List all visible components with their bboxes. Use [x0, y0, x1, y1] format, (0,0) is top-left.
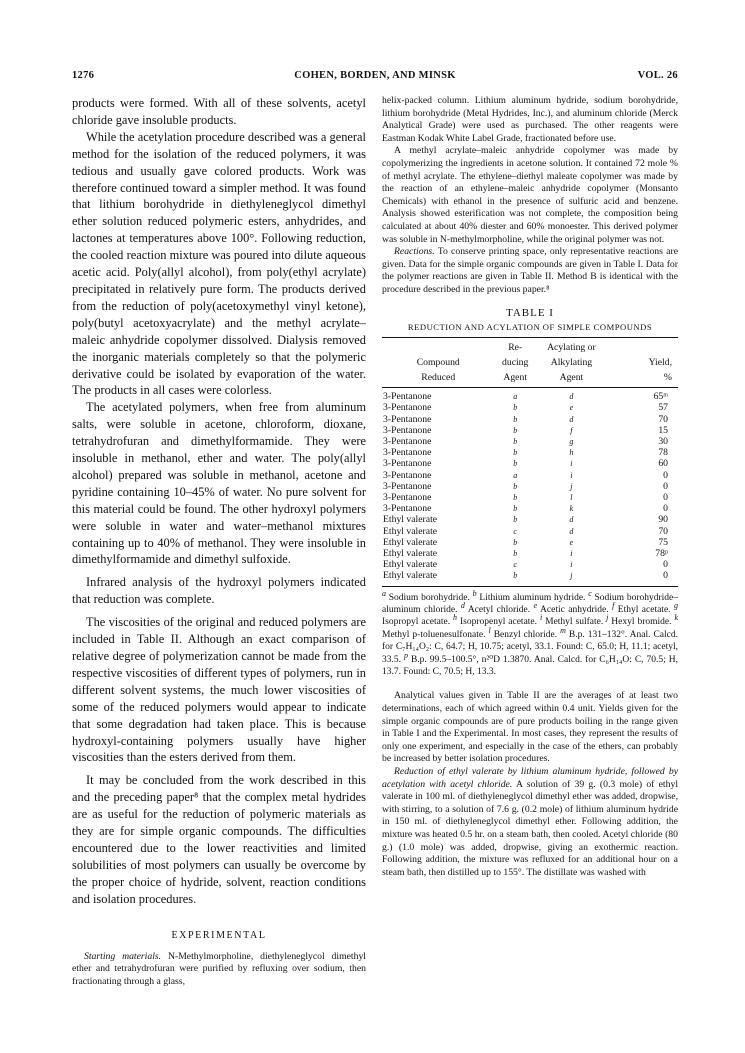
- compound-cell: Ethyl valerate: [383, 536, 438, 548]
- paragraph-body: N-Methylmorpholine, diethyleneglycol dimethyl ether and tetrahydrofuran were purified by refluxing over sodium, then fractionating through a glass,: [72, 950, 366, 987]
- reducing-agent-cell: a: [513, 470, 518, 480]
- table-row: [382, 458, 678, 469]
- compound-cell: 3-Pentanone: [383, 469, 432, 481]
- acylating-agent-cell: g: [569, 436, 574, 446]
- paragraph: Infrared analysis of the hydroxyl polymers indicated that reduction was complete.: [72, 575, 366, 607]
- table-header: Agent: [494, 370, 535, 388]
- footnote-text: Isopropyl acetate.: [382, 617, 454, 628]
- left-column: [72, 95, 366, 988]
- table-row: [382, 492, 678, 503]
- reducing-agent-cell: b: [513, 403, 518, 413]
- compound-cell: 3-Pentanone: [383, 491, 432, 503]
- footnote-text: Acetic anhydride.: [537, 604, 613, 615]
- reducing-agent-cell: b: [513, 481, 518, 491]
- footnote-key: a: [382, 588, 386, 598]
- yield-cell: 15: [658, 424, 668, 436]
- table-header: %: [607, 370, 678, 388]
- paragraph-body: To conserve printing space, only representative reactions are given. Data for the simple organic compounds are given in Table I. Data for the polymer reactions are given in Table II. Method B is identical with the procedure described in the previous paper.⁸: [382, 246, 678, 295]
- acylating-agent-cell: k: [569, 504, 574, 514]
- author-line: COHEN, BORDEN, AND MINSK: [294, 70, 456, 81]
- compound-cell: 3-Pentanone: [383, 435, 432, 447]
- compound-cell: 3-Pentanone: [383, 424, 432, 436]
- footnote-key: d: [460, 600, 465, 610]
- table-row: [382, 470, 678, 481]
- reducing-agent-cell: b: [494, 570, 535, 586]
- footnote-key: e: [533, 600, 538, 610]
- compound-cell: Ethyl valerate: [383, 547, 438, 559]
- reducing-agent-cell: b: [513, 436, 518, 446]
- reducing-agent-cell: b: [513, 537, 518, 547]
- yield-cell: 60: [658, 458, 668, 470]
- yield-cell: 75: [658, 536, 668, 548]
- footnote-key: p: [403, 650, 408, 660]
- reducing-agent-cell: c: [513, 526, 517, 536]
- acylating-agent-cell: j: [570, 481, 573, 491]
- compound-cell: Ethyl valerate: [383, 559, 438, 571]
- reducing-agent-cell: b: [513, 459, 518, 469]
- table-row: [382, 548, 678, 559]
- footnote-text: Isopropenyl acetate.: [457, 617, 540, 628]
- footnote-key: l: [488, 625, 491, 635]
- acylating-agent-cell: i: [570, 459, 573, 469]
- acylating-agent-cell: i: [570, 470, 573, 480]
- table-header: Yield,: [648, 356, 672, 368]
- reducing-agent-cell: a: [513, 392, 518, 402]
- section-heading: EXPERIMENTAL: [171, 929, 267, 941]
- table-header: [382, 337, 494, 355]
- table-footnotes: [382, 588, 679, 679]
- footnote-text: Sodium borohydride.: [386, 592, 473, 603]
- yield-cell: 0: [663, 503, 668, 515]
- table-row: [382, 570, 678, 586]
- compound-cell: 3-Pentanone: [383, 413, 432, 425]
- acylating-agent-cell: i: [570, 560, 573, 570]
- acylating-agent-cell: j: [536, 570, 607, 586]
- footnote-text: Hexyl bromide.: [608, 617, 675, 628]
- reducing-agent-cell: b: [513, 548, 518, 558]
- reducing-agent-cell: c: [513, 560, 517, 570]
- table-header: Compound: [416, 356, 460, 368]
- running-head: [72, 70, 678, 86]
- reducing-agent-cell: b: [513, 515, 518, 525]
- paragraph: products were formed. With all of these solvents, acetyl chloride gave insoluble products.: [72, 96, 366, 127]
- reducing-agent-cell: b: [513, 492, 518, 502]
- table-header: Agent: [536, 370, 607, 388]
- table-header: Acylating or: [536, 337, 607, 355]
- table-row: [382, 481, 678, 492]
- paragraph: Analytical values given in Table II are the averages of at least two determinations, each of which agreed within 0.4 unit. Yields given for the simple organic compounds are of pure products boiling in the range given in Table I and the Experimental. In most cases, they represent the results of only one experiment, and especially in the case of the ethers, can probably be increased by better isolation procedures.: [382, 690, 678, 765]
- paragraph: [382, 766, 678, 879]
- table-row: [382, 537, 678, 548]
- table-row: [382, 436, 678, 447]
- footnote-key: g: [673, 600, 678, 610]
- acylating-agent-cell: i: [570, 548, 573, 558]
- acylating-agent-cell: e: [569, 403, 574, 413]
- table-header: [607, 337, 678, 355]
- table-row: [382, 503, 678, 514]
- acylating-agent-cell: d: [569, 526, 574, 536]
- yield-cell: 70: [658, 413, 668, 425]
- table-header: Re-: [494, 337, 535, 355]
- acylating-agent-cell: d: [569, 414, 574, 424]
- paragraph-lead: Reactions.: [394, 246, 435, 258]
- acylating-agent-cell: e: [569, 537, 574, 547]
- paragraph: [72, 951, 366, 989]
- table-row: [382, 425, 678, 436]
- table-body: [382, 388, 678, 586]
- table-row: [382, 559, 678, 570]
- acylating-agent-cell: h: [569, 448, 574, 458]
- table-header: Alkylating: [550, 356, 593, 368]
- yield-cell: 30: [658, 435, 668, 447]
- paragraph: helix-packed column. Lithium aluminum hydride, sodium borohydride, lithium borohydride (Metal Hydrides, Inc.), and aluminum chloride (Merck Analytical Grade) were used as purchased. The other reagents were Eastman Kodak White Label Grade, fractionated before use.: [382, 95, 678, 144]
- yield-cell: 70: [658, 525, 668, 537]
- paragraph: It may be concluded from the work described in this and the preceding paper⁸ that the complex metal hydrides are as useful for the reduction of polymeric materials as they are for simple organic compounds. The difficulties encountered due to the lower reactivities and limited solubilities of most polymers can usually be overcome by the proper choice of hydride, solvent, reaction conditions and isolation procedures.: [72, 773, 366, 906]
- footnote-text: Methyl p-toluenesulfonate.: [382, 629, 489, 640]
- paragraph: [382, 246, 678, 296]
- paragraph-lead: Reduction of ethyl valerate by lithium aluminum hydride, followed by acetylation with acetyl chloride.: [382, 765, 678, 790]
- footnote-text: Sodium borohydride–aluminum chloride.: [382, 592, 679, 615]
- footnote-key: m: [560, 625, 566, 635]
- paragraph: While the acetylation procedure described was a general method for the isolation of the reduced polymers, it was tedious and usually gave colored products. Work was therefore continued toward a simpler method. It was found that lithium borohydride in diethyleneglycol dimethyl ether solution reduced polymeric esters, anhydrides, and lactones at temperatures above 100°. Following reduction, the cooled reaction mixture was poured into dilute aqueous acetic acid. Poly(allyl alcohol), from poly(ethyl acrylate) precipitated in relatively pure form. The products derived from the reduction of poly(acetoxymethyl vinyl ketone), poly(butyl acetoxyacrylate) and the methyl acrylate–maleic anhydride copolymer dissolved. Dialysis removed the inorganic materials completely so that the polymeric derivative could be isolated by evaporation of the water. The products in all cases were colorless.: [72, 129, 366, 398]
- compound-cell: Ethyl valerate: [383, 525, 438, 537]
- table-header: ducing: [502, 356, 529, 368]
- yield-cell: 0: [663, 469, 668, 481]
- table-row: [382, 447, 678, 458]
- yield-cell: 65ᵐ: [653, 391, 668, 403]
- footnote-key: f: [612, 600, 615, 610]
- yield-cell: 90: [658, 514, 668, 526]
- footnote-key: i: [539, 613, 543, 623]
- reducing-agent-cell: b: [513, 425, 518, 435]
- acylating-agent-cell: d: [569, 392, 574, 402]
- table-title: TABLE I: [506, 306, 554, 319]
- page-number: 1276: [72, 70, 95, 81]
- paragraph: The acetylated polymers, when free from aluminum salts, were soluble in acetone, chloroform, dioxane, tetrahydrofuran and dimethylformamide. They were insoluble in methanol, ether and water. The poly(allyl alcohol) prepared was soluble in methanol, acetone and pyridine containing 10–45% of water. No pure solvent for this material could be found. The other hydroxyl polymers were soluble in water and water–methanol mixtures containing up to 40% of methanol. They were insoluble in dimethylformamide and dimethyl sulfoxide.: [72, 400, 366, 567]
- table-row: [382, 514, 678, 525]
- reducing-agent-cell: b: [513, 504, 518, 514]
- footnote-text: B.p. 99.5–100.5°, n²⁰D 1.3870. Anal. Calcd. for C₆H₁₄O: C, 70.5; H, 13.7. Found: C, 70.5; H, 13.3.: [382, 654, 678, 677]
- reducing-agent-cell: b: [513, 414, 518, 424]
- volume-label: VOL. 26: [637, 70, 678, 81]
- paragraph-body: A solution of 39 g. (0.3 mole) of ethyl valerate in 100 ml. of diethyleneglycol dimethyl ether was added, dropwise, with stirring, to a solution of 7.6 g. (0.2 mole) of lithium aluminum hydride in 150 ml. of diethyleneglycol dimethyl ether. Following addition, the mixture was heated 0.5 hr. on a steam bath, then cooled. Acetyl chloride (80 g.) (1.0 mole) was added, dropwise, giving an exothermic reaction. Following addition, the mixture was refluxed for an additional hour on a steam bath, then distilled up to 155°. The distillate was washed with: [382, 778, 679, 878]
- yield-cell: 0: [663, 491, 668, 503]
- footnote-text: Benzyl chloride.: [490, 629, 561, 640]
- paragraph-lead: Starting materials.: [84, 950, 162, 962]
- yield-cell: 0: [607, 570, 678, 586]
- footnote-key: c: [588, 588, 592, 598]
- yield-cell: 78ᵖ: [655, 547, 668, 559]
- data-table: [382, 337, 678, 587]
- compound-cell: 3-Pentanone: [383, 480, 432, 492]
- acylating-agent-cell: l: [570, 492, 573, 502]
- yield-cell: 78: [658, 447, 668, 459]
- footnote-text: Acetyl chloride.: [464, 604, 534, 615]
- compound-cell: 3-Pentanone: [383, 391, 432, 403]
- footnote-text: Ethyl acetate.: [614, 604, 674, 615]
- table-header: Reduced: [382, 370, 494, 388]
- footnote-text: Lithium aluminum hydride.: [476, 592, 589, 603]
- compound-cell: 3-Pentanone: [383, 402, 432, 414]
- compound-cell: 3-Pentanone: [383, 458, 432, 470]
- table-row: [382, 526, 678, 537]
- footnote-text: Methyl sulfate.: [542, 617, 607, 628]
- paragraph: The viscosities of the original and reduced polymers are included in Table II. Although an exact comparison of relative degree of polymerization cannot be made from the respective viscosities of different types of polymers, run in different solvent systems, the much lower viscosities of some of the reduced polymers would appear to indicate that some degradation had taken place. This is because hydroxyl-containing polymers usually have higher viscosities than the esters derived from them.: [72, 615, 366, 765]
- compound-cell: 3-Pentanone: [383, 447, 432, 459]
- acylating-agent-cell: d: [569, 515, 574, 525]
- yield-cell: 57: [658, 402, 668, 414]
- acylating-agent-cell: f: [570, 425, 573, 435]
- paragraph: A methyl acrylate–maleic anhydride copolymer was made by copolymerizing the ingredients in acetone solution. It contained 72 mole % of methyl acrylate. The ethylene–diethyl maleate copolymer was made by the reaction of an ethylene–maleic anhydride copolymer (Monsanto Chemicals) with ethanol in the presence of sulfuric acid and benzene. Analysis showed esterification was not complete, the composition being calculated at about 40% diester and 60% monoester. This derived polymer was soluble in N-methylmorpholine, while the original polymer was not.: [382, 145, 678, 245]
- table-row: [382, 414, 678, 425]
- footnote-key: h: [453, 613, 458, 623]
- yield-cell: 0: [663, 480, 668, 492]
- table-subtitle: REDUCTION AND ACYLATION OF SIMPLE COMPOUNDS: [407, 321, 653, 332]
- footnote-key: b: [472, 588, 477, 598]
- compound-cell: Ethyl valerate: [383, 514, 438, 526]
- footnote-key: k: [674, 613, 678, 623]
- right-column: [382, 95, 678, 879]
- table-row: [382, 402, 678, 413]
- compound-cell: 3-Pentanone: [383, 503, 432, 515]
- compound-cell: Ethyl valerate: [382, 570, 494, 586]
- footnote-key: j: [606, 613, 609, 623]
- footnote-text: B.p. 131–132°. Anal. Calcd. for C₇H₁₄O₂: C, 64.7; H, 10.75; acetyl, 33.1. Found: C, 65.0; H, 11.1; acetyl, 33.5.: [382, 629, 678, 665]
- table-row: [382, 388, 678, 403]
- yield-cell: 0: [663, 559, 668, 571]
- reducing-agent-cell: b: [513, 448, 518, 458]
